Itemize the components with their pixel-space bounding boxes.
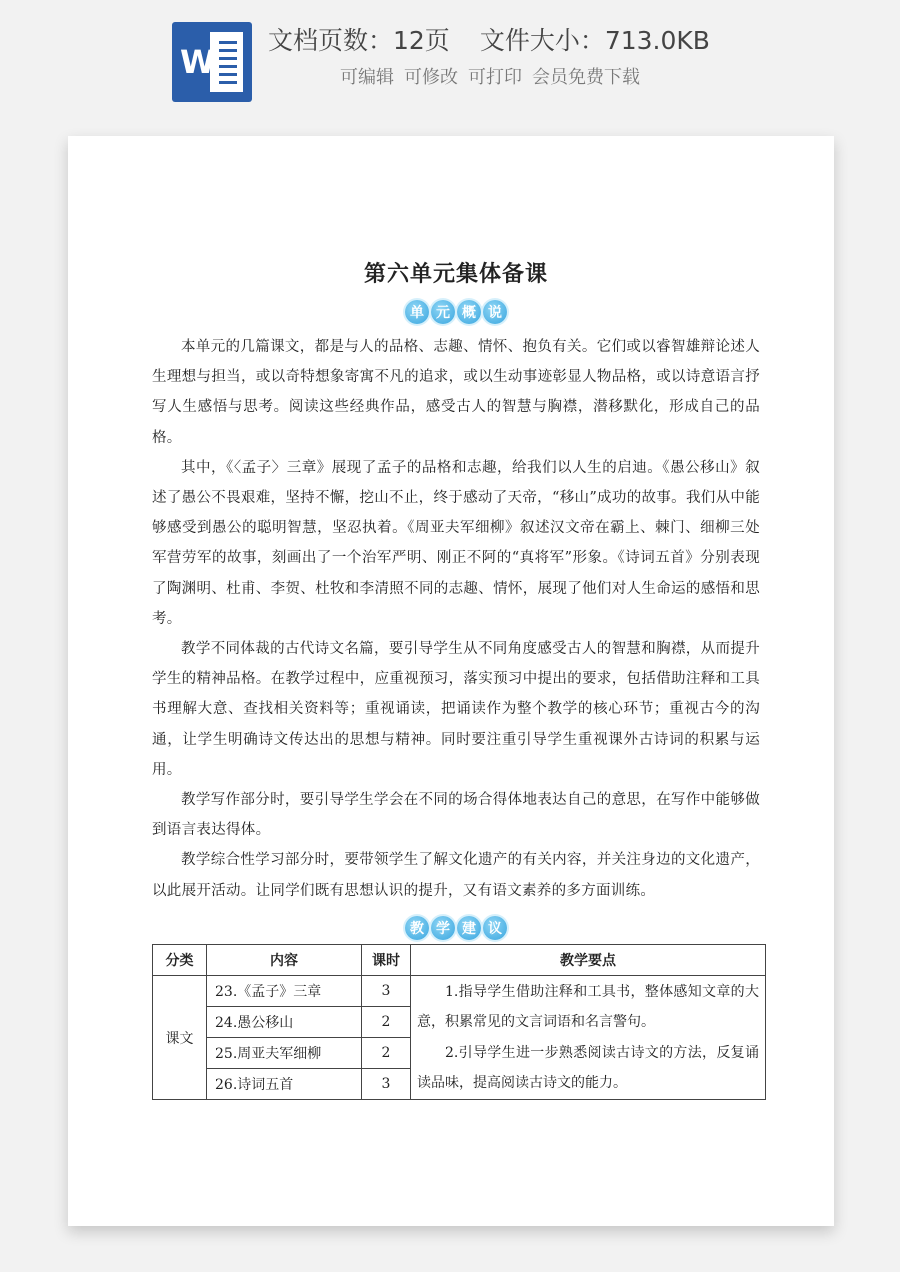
- category-cell: 课文: [153, 976, 207, 1100]
- document-page: [68, 136, 834, 1226]
- file-size: 文件大小：713.0KB: [479, 26, 710, 55]
- word-letter-w: W: [180, 43, 216, 81]
- lesson-hours: 2: [362, 1038, 411, 1069]
- paragraph: 教学综合性学习部分时，要带领学生了解文化遗产的有关内容，并关注身边的文化遗产，以此展开活动。让同学们既有思想认识的提升，又有语文素养的多方面训练。: [152, 852, 760, 899]
- lesson-title: 23.《孟子》三章: [207, 976, 362, 1007]
- heading-char: 元: [431, 300, 455, 324]
- paragraph: 教学不同体裁的古代诗文名篇，要引导学生从不同角度感受古人的智慧和胸襟，从而提升学生的精神品格。在教学过程中，应重视预习，落实预习中提出的要求，包括借助注释和工具书理解大意、查找相关资料等；重视诵读，把诵读作为整个教学的核心环节；重视古今的沟通，让学生明确诗文传达出的思想与精神。同时要注重引导学生重视课外古诗词的积累与运用。: [152, 641, 760, 778]
- header-key-points: 教学要点: [411, 945, 766, 976]
- key-point: 1.指导学生借助注释和工具书，整体感知文章的大意，积累常见的文言词语和名言警句。: [417, 983, 759, 1030]
- heading-char: 单: [405, 300, 429, 324]
- heading-char: 说: [483, 300, 507, 324]
- feature-printable: 可打印: [468, 67, 522, 88]
- table-header-row: [153, 945, 766, 976]
- feature-member-download: 会员免费下载: [532, 67, 640, 88]
- heading-char: 建: [457, 916, 481, 940]
- table-row: [153, 976, 766, 1007]
- header-category: 分类: [153, 945, 207, 976]
- header-hours: 课时: [362, 945, 411, 976]
- document-title: 第六单元集体备课: [363, 261, 548, 287]
- heading-char: 教: [405, 916, 429, 940]
- paragraph: 本单元的几篇课文，都是与人的品格、志趣、情怀、抱负有关。它们或以睿智雄辩论述人生理想与担当，或以奇特想象寄寓不凡的追求，或以生动事迹彰显人物品格，或以诗意语言抒写人生感悟与思考。阅读这些经典作品，感受古人的智慧与胸襟，潜移默化，形成自己的品格。: [152, 339, 760, 446]
- feature-editable: 可编辑: [340, 67, 394, 88]
- page-count: 文档页数：12页: [268, 26, 450, 55]
- lesson-hours: 2: [362, 1007, 411, 1038]
- download-banner: [0, 0, 900, 120]
- paragraph: 其中，《〈孟子〉三章》展现了孟子的品格和志趣，给我们以人生的启迪。《愚公移山》叙述了愚公不畏艰难，坚持不懈，挖山不止，终于感动了天帝，“移山”成功的故事。我们从中能够感受到愚公的聪明智慧，坚忍执着。《周亚夫军细柳》叙述汉文帝在霸上、棘门、细柳三处军营劳军的故事，刻画出了一个治军严明、刚正不阿的“真将军”形象。《诗词五首》分别表现了陶渊明、杜甫、李贺、杜牧和李清照不同的志趣、情怀，展现了他们对人生命运的感悟和思考。: [152, 459, 760, 627]
- section-heading-unit-overview: [152, 296, 760, 328]
- lesson-hours: 3: [362, 1069, 411, 1100]
- feature-list: [340, 64, 640, 92]
- word-icon: [172, 22, 252, 102]
- section-heading-teaching-suggestions: [152, 912, 760, 944]
- heading-char: 议: [483, 916, 507, 940]
- key-points-cell: [411, 976, 766, 1100]
- paragraph: 教学写作部分时，要引导学生学会在不同的场合得体地表达自己的意思，在写作中能够做到语言表达得体。: [152, 792, 760, 839]
- feature-modifiable: 可修改: [404, 67, 458, 88]
- file-info: [268, 22, 710, 60]
- heading-char: 学: [431, 916, 455, 940]
- lesson-title: 24.愚公移山: [207, 1007, 362, 1038]
- lesson-title: 26.诗词五首: [207, 1069, 362, 1100]
- lesson-hours: 3: [362, 976, 411, 1007]
- header-content: 内容: [207, 945, 362, 976]
- key-point: 2.引导学生进一步熟悉阅读古诗文的方法，反复诵读品味，提高阅读古诗文的能力。: [417, 1044, 759, 1091]
- document-content: [152, 254, 760, 948]
- lesson-title: 25.周亚夫军细柳: [207, 1038, 362, 1069]
- heading-char: 概: [457, 300, 481, 324]
- teaching-plan-table: [152, 944, 766, 1100]
